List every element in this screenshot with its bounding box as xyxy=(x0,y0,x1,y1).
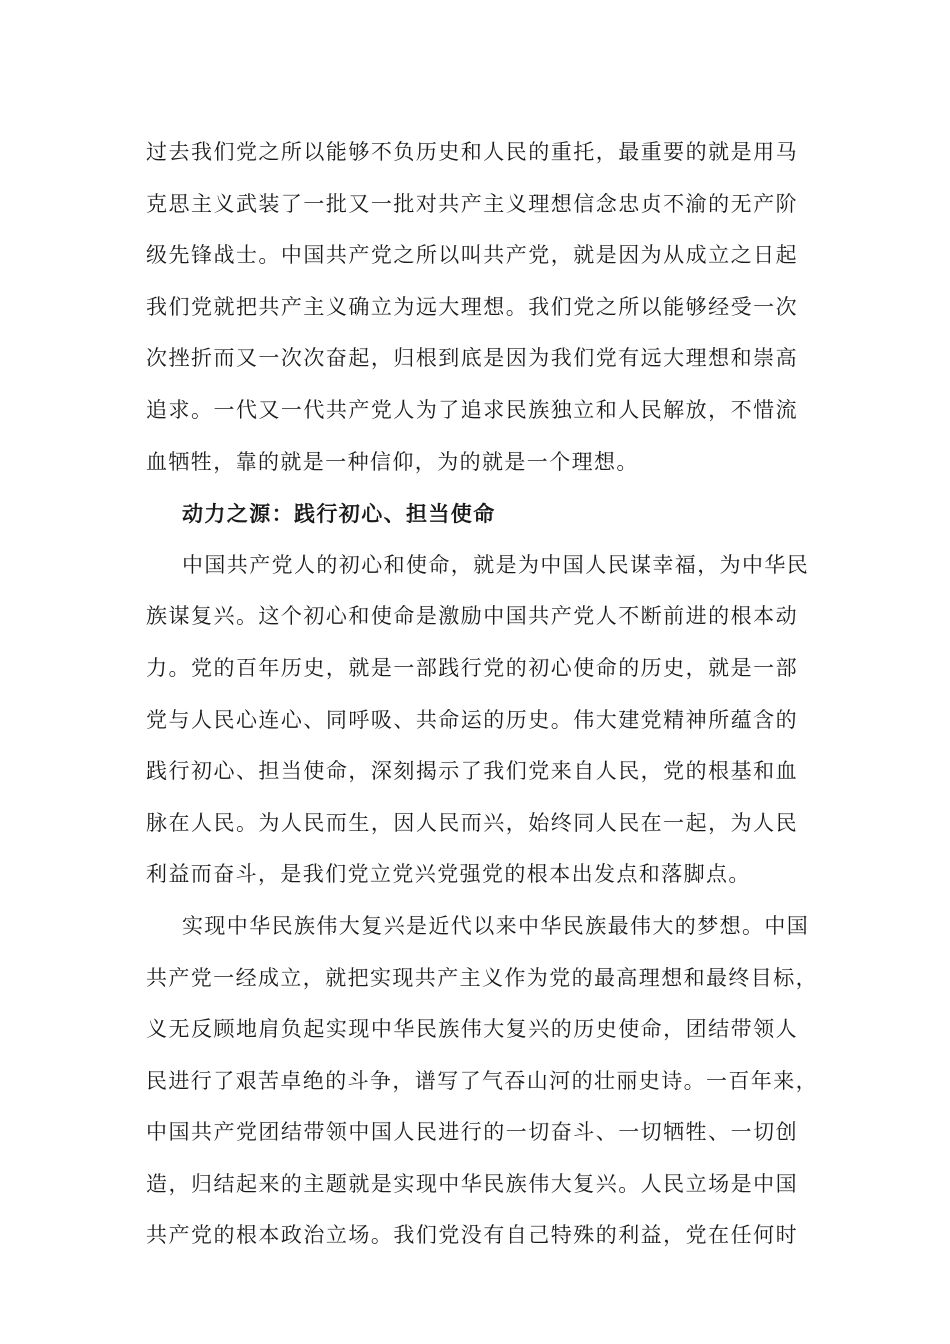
paragraph-1-line-3: 级先锋战士。中国共产党之所以叫共产党，就是因为从成立之日起 xyxy=(146,243,798,268)
paragraph-2-line-2: 族谋复兴。这个初心和使命是激励中国共产党人不断前进的根本动 xyxy=(146,604,798,629)
paragraph-1-line-7: 血牺牲，靠的就是一种信仰，为的就是一个理想。 xyxy=(146,449,639,474)
paragraph-2-line-7: 利益而奋斗，是我们党立党兴党强党的根本出发点和落脚点。 xyxy=(146,862,751,887)
paragraph-2-line-4: 党与人民心连心、同呼吸、共命运的历史。伟大建党精神所蕴含的 xyxy=(146,707,798,732)
paragraph-2-line-5: 践行初心、担当使命，深刻揭示了我们党来自人民，党的根基和血 xyxy=(146,759,798,784)
paragraph-3-line-5: 中国共产党团结带领中国人民进行的一切奋斗、一切牺牲、一切创 xyxy=(146,1120,798,1145)
paragraph-3-line-6: 造，归结起来的主题就是实现中华民族伟大复兴。人民立场是中国 xyxy=(146,1171,798,1196)
paragraph-2-line-6: 脉在人民。为人民而生，因人民而兴，始终同人民在一起，为人民 xyxy=(146,810,798,835)
section-heading: 动力之源：践行初心、担当使命 xyxy=(182,501,496,527)
paragraph-3-line-7: 共产党的根本政治立场。我们党没有自己特殊的利益，党在任何时 xyxy=(146,1223,798,1248)
document-body xyxy=(146,127,818,1262)
paragraph-1-line-6: 追求。一代又一代共产党人为了追求民族独立和人民解放，不惜流 xyxy=(146,397,798,422)
paragraph-1-line-2: 克思主义武装了一批又一批对共产主义理想信念忠贞不渝的无产阶 xyxy=(146,191,798,216)
paragraph-1-line-5: 次挫折而又一次次奋起，归根到底是因为我们党有远大理想和崇高 xyxy=(146,346,798,371)
paragraph-2-line-3: 力。党的百年历史，就是一部践行党的初心使命的历史，就是一部 xyxy=(146,655,798,680)
paragraph-3-line-3: 义无反顾地肩负起实现中华民族伟大复兴的历史使命，团结带领人 xyxy=(146,1017,798,1042)
paragraph-1-line-4: 我们党就把共产主义确立为远大理想。我们党之所以能够经受一次 xyxy=(146,294,798,319)
paragraph-3-line-2: 共产党一经成立，就把实现共产主义作为党的最高理想和最终目标， xyxy=(146,965,818,990)
paragraph-1-line-1: 过去我们党之所以能够不负历史和人民的重托，最重要的就是用马 xyxy=(146,140,798,164)
paragraph-3-line-4: 民进行了艰苦卓绝的斗争，谱写了气吞山河的壮丽史诗。一百年来， xyxy=(146,1068,818,1093)
paragraph-2-line-1: 中国共产党人的初心和使命，就是为中国人民谋幸福，为中华民 xyxy=(182,552,810,577)
paragraph-3-line-1: 实现中华民族伟大复兴是近代以来中华民族最伟大的梦想。中国 xyxy=(182,913,810,938)
